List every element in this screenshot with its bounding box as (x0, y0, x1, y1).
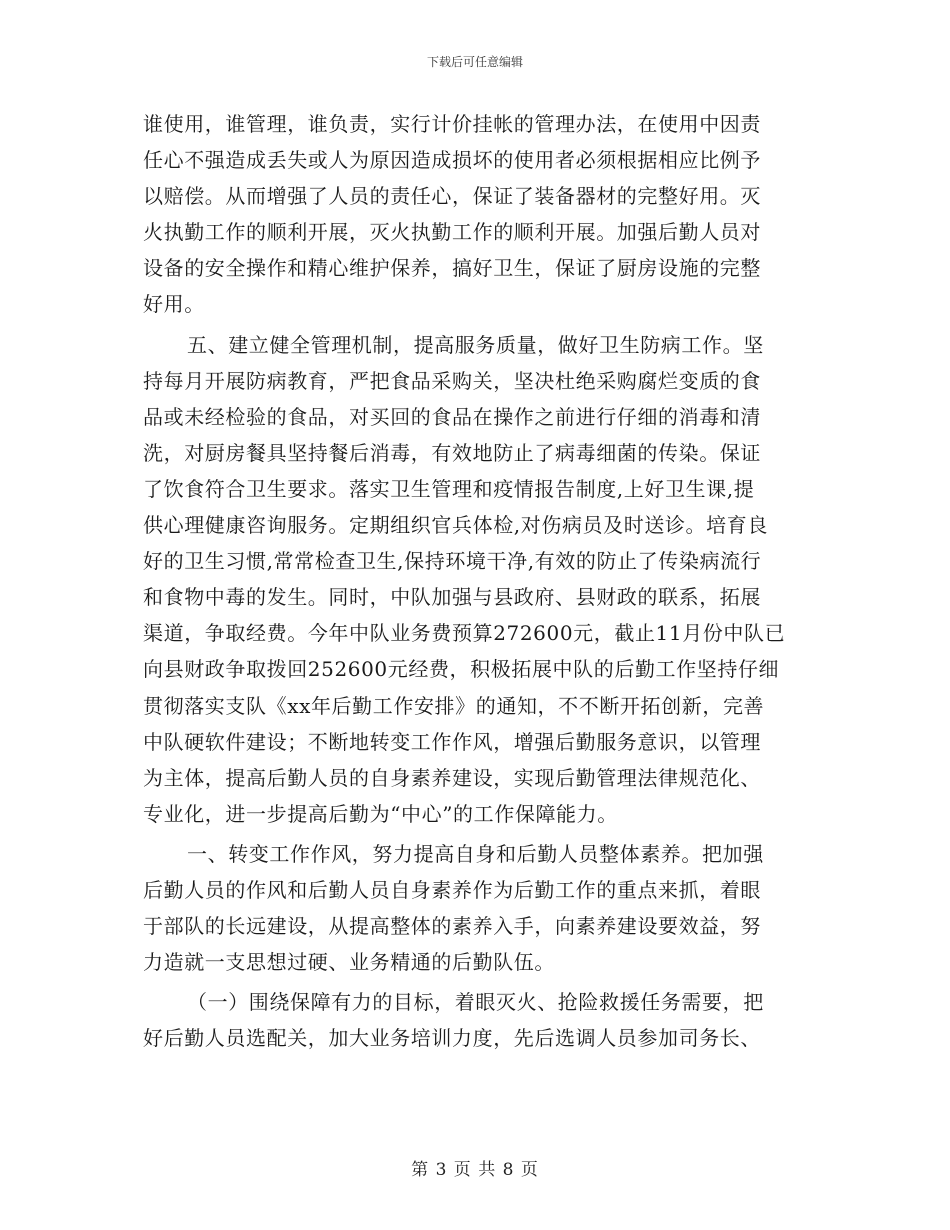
text-line: 品或未经检验的食品，对买回的食品在操作之前进行仔细的消毒和清 (143, 404, 761, 429)
text-line: 力造就一支思想过硬、业务精通的后勤队伍。 (143, 950, 555, 975)
text-line: 专业化，进一步提高后勤为“中心”的工作保障能力。 (143, 801, 618, 826)
document-body (143, 106, 808, 1056)
text-line: 持每月开展防病教育，严把食品采购关，坚决杜绝采购腐烂变质的食 (143, 368, 761, 393)
text-line: 一、转变工作作风，努力提高自身和后勤人员整体素养。把加强 (187, 841, 764, 866)
text-line: 谁使用，谁管理，谁负责，实行计价挂帐的管理办法，在使用中因责 (143, 112, 761, 136)
text-line: 五、建立健全管理机制，提高服务质量，做好卫生防病工作。坚 (187, 332, 764, 357)
text-line: 为主体，提高后勤人员的自身素养建设，实现后勤管理法律规范化、 (143, 765, 761, 790)
text-line: 供心理健康咨询服务。定期组织官兵体检,对伤病员及时送诊。培育良 (143, 513, 768, 538)
text-line: 设备的安全操作和精心维护保养，搞好卫生，保证了厨房设施的完整 (143, 256, 761, 281)
page-number: 第 3 页 共 8 页 (411, 1160, 539, 1180)
text-line: 好后勤人员选配关，加大业务培训力度，先后选调人员参加司务长、 (143, 1026, 761, 1051)
text-line: 渠道，争取经费。今年中队业务费预算272600元，截止11月份中队已 (143, 621, 786, 646)
text-line: 中队硬软件建设；不断地转变工作作风，增强后勤服务意识，以管理 (143, 729, 761, 754)
text-line: 以赔偿。从而增强了人员的责任心，保证了装备器材的完整好用。灭 (143, 184, 761, 209)
text-line: 洗，对厨房餐具坚持餐后消毒，有效地防止了病毒细菌的传染。保证 (143, 440, 761, 465)
text-line: 贯彻落实支队《xx年后勤工作安排》的通知，不不断开拓创新，完善 (143, 693, 765, 718)
text-line: 好的卫生习惯,常常检查卫生,保持环境干净,有效的防止了传染病流行 (143, 549, 762, 574)
text-line: 好用。 (143, 292, 205, 317)
text-line: 和食物中毒的发生。同时，中队加强与县政府、县财政的联系，拓展 (143, 585, 761, 610)
text-line: 向县财政争取拨回252600元经费，积极拓展中队的后勤工作坚持仔细 (143, 657, 780, 682)
text-line: 了饮食符合卫生要求。落实卫生管理和疫情报告制度,上好卫生课,提 (143, 476, 755, 501)
text-line: 后勤人员的作风和后勤人员自身素养作为后勤工作的重点来抓，着眼 (143, 877, 761, 902)
text-line: 于部队的长远建设，从提高整体的素养入手，向素养建设要效益，努 (143, 914, 761, 939)
text-line: 火执勤工作的顺利开展，灭火执勤工作的顺利开展。加强后勤人员对 (143, 220, 761, 245)
page-header-note: 下载后可任意编辑 (426, 55, 523, 69)
text-line: 任心不强造成丢失或人为原因造成损坏的使用者必须根据相应比例予 (143, 148, 761, 173)
text-line: （一）围绕保障有力的目标，着眼灭火、抢险救援任务需要，把 (187, 990, 764, 1015)
